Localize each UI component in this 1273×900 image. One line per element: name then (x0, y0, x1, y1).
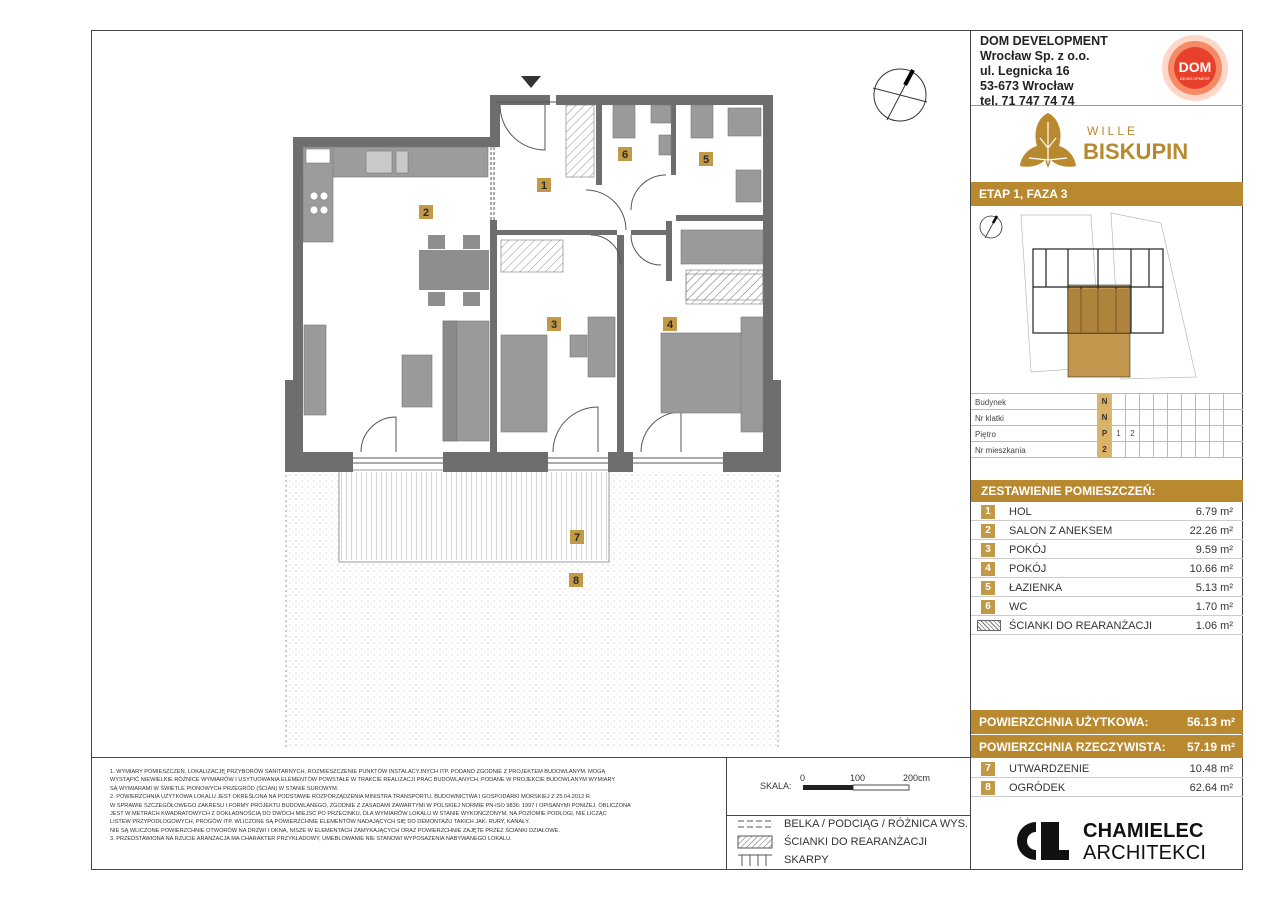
room-label-8 (569, 573, 583, 587)
svg-text:6: 6 (621, 149, 629, 161)
info-row-staircase: Nr klatki N (971, 410, 1243, 426)
outdoor-row: 8 OGRÓDEK 62.64 m² (971, 778, 1243, 797)
svg-text:8: 8 (572, 575, 580, 587)
frame-divider-notes (726, 757, 727, 870)
room-label-4 (663, 317, 677, 331)
company-name: DOM DEVELOPMENT (980, 34, 1108, 48)
usable-area-value: 56.13 m² (1186, 715, 1235, 729)
legend-beam: BELKA / PODCIĄG / RÓŻNICA WYS. (784, 818, 968, 830)
partition-row: ŚCIANKI DO REARANŻACJI 1.06 m² (971, 616, 1243, 635)
room-row: 5 ŁAZIENKA 5.13 m² (971, 578, 1243, 597)
real-area-bar (971, 735, 1243, 758)
room-label-7 (570, 530, 584, 544)
rooms-header-bar (971, 480, 1243, 502)
svg-text:1: 1 (540, 180, 548, 192)
legend-icons (736, 818, 776, 868)
room-row: 6 WC 1.70 m² (971, 597, 1243, 616)
kitchen-furniture (303, 147, 488, 242)
key-plan (971, 207, 1243, 393)
usable-area-label: POWIERZCHNIA UŻYTKOWA: (979, 715, 1149, 729)
architect-line1: CHAMIELEC (1083, 820, 1204, 842)
company-city: 53-673 Wrocław (980, 79, 1074, 93)
room-row: 1 HOL 6.79 m² (971, 502, 1243, 521)
scale-bar (795, 772, 935, 794)
usable-area-bar (971, 710, 1243, 734)
info-row-apartment-number: Nr mieszkania 2 (971, 442, 1243, 458)
architect-line2: ARCHITEKCI (1083, 842, 1207, 864)
oak-leaf-icon (1020, 113, 1076, 168)
svg-text:DOM: DOM (1178, 59, 1212, 75)
real-area-label: POWIERZCHNIA RZECZYWISTA: (979, 739, 1166, 754)
legend-slopes: SKARPY (784, 854, 829, 866)
company-line2: Wrocław Sp. z o.o. (980, 49, 1090, 63)
dashed-line-icon (738, 821, 774, 827)
svg-text:7: 7 (573, 532, 581, 544)
room-label-3 (547, 317, 561, 331)
room-label-6 (618, 147, 632, 161)
rooms-header: ZESTAWIENIE POMIESZCZEŃ: (981, 484, 1156, 498)
room-row: 2 SALON Z ANEKSEM 22.26 m² (971, 521, 1243, 540)
wille-biskupin-logo (1015, 108, 1215, 178)
svg-text:BISKUPIN: BISKUPIN (1083, 139, 1189, 164)
company-street: ul. Legnicka 16 (980, 64, 1070, 78)
room3-furniture (501, 240, 615, 432)
stage-bar (971, 182, 1243, 206)
hatch-icon (738, 836, 772, 848)
floor-plan (91, 30, 971, 760)
frame-divider-legend (726, 815, 971, 816)
svg-text:DEVELOPMENT: DEVELOPMENT (1179, 76, 1211, 81)
key-plan-compass-icon (980, 216, 1002, 238)
svg-text:0: 0 (800, 773, 806, 783)
room-row: 3 POKÓJ 9.59 m² (971, 540, 1243, 559)
room-label-1 (537, 178, 551, 192)
svg-text:4: 4 (666, 319, 674, 331)
svg-text:3: 3 (550, 319, 558, 331)
info-row-floor: Piętro P 1 2 (971, 426, 1243, 442)
room-label-5 (699, 152, 713, 166)
room-row: 4 POKÓJ 10.66 m² (971, 559, 1243, 578)
chamielec-logo-icon (1015, 820, 1075, 862)
scale-label: SKALA: (760, 781, 792, 791)
outdoor-row: 7 UTWARDZENIE 10.48 m² (971, 759, 1243, 778)
legal-notes: 1. WYMIARY POMIESZCZEŃ, LOKALIZACJĘ PRZYBORÓW SANITARNYCH, ROZMIESZCZENIE PUNKTÓW INSTALACYJNYCH ITP. PODANO ZGODNIE Z PROJEKTEM BUDOWLANYM. MOGĄ WYSTĄPIĆ NIEWIELKIE RÓŻNICE WYMIARÓW I USYTUOWANIA ELEMENTÓW POWSTAŁE W TRAKCIE REALIZACJI PRAC BUDOWLANYCH. PODANE W PROJEKCIE BUDOWLANYM WYMIARY SĄ WYMIARAMI W ŚWIETLE PIONOWYCH PRZEGRÓD (ŚCIAN) W STANIE SUROWYM. 2. POWIERZCHNIA UŻYTKOWA LOKALU JEST OKREŚLONA NA PODSTAWIE ROZPORZĄDZENIA MINISTRA TRANSPORTU, BUDOWNICTWA I GOSPODARKI MORSKIEJ Z 25.04.2012 R. W SPRAWIE SZCZEGÓŁOWEGO ZAKRESU I FORMY PROJEKTU BUDOWLANEGO, ZGODNIE Z ZASADAMI ZAWARTYMI W POLSKIEJ NORMIE PN-ISO 9836: 1997 I OPISANYMI PONIŻEJ. OBLICZONA JEST W METRACH KWADRATOWYCH Z DOKŁADNOŚCIĄ DO DWÓCH MIEJSC PO PRZECINKU, DLA WYMIARÓW LOKALU W STANIE WYKOŃCZONYM, NA POZIOMIE PODŁOGI, NIE LICZĄC LISTEW PRZYPODŁOGOWYCH, PROGÓW ITP. WLICZONE SĄ POWIERZCHNIE ELEMENTÓW NADAJĄCYCH SIĘ DO DEMONTAŻU TAKICH JAK: RURY, KANAŁY. NIE SĄ WLICZONE POWIERZCHNIE OTWORÓW NA DRZWI I OKNA, NISZE W ELEMENTACH ZAMYKAJĄCYCH ORAZ POWIERZCHNIE ZAJĘTE PRZEZ ŚCIANKI DZIAŁOWE. 3. PRZEDSTAWIONA NA RZUCIE ARANŻACJA MA CHARAKTER PRZYKŁADOWY, UMEBLOWANIE NIE STANOWI WYPOSAŻENIA NABYWANEGO LOKALU. (110, 769, 631, 843)
svg-text:5: 5 (702, 154, 710, 166)
slope-icon (738, 855, 772, 866)
dom-development-logo (1155, 32, 1235, 104)
svg-text:2: 2 (422, 207, 430, 219)
company-phone: tel. 71 747 74 74 (980, 94, 1075, 108)
company-address (980, 34, 1108, 109)
info-row-building: Budynek N (971, 394, 1243, 410)
room-label-2 (419, 205, 433, 219)
dining-table (419, 235, 489, 306)
bathroom-fixtures (566, 105, 763, 304)
legend-partitions: ŚCIANKI DO REARANŻACJI (784, 836, 928, 848)
svg-text:100: 100 (850, 773, 866, 783)
north-arrow-icon (873, 69, 927, 121)
svg-text:WILLE: WILLE (1087, 124, 1139, 138)
entrance-marker-icon (521, 76, 541, 88)
stage-label: ETAP 1, FAZA 3 (979, 187, 1068, 201)
real-area-value: 57.19 m² (1186, 739, 1235, 754)
hatch-icon (977, 620, 1001, 631)
svg-text:200cm: 200cm (903, 773, 931, 783)
